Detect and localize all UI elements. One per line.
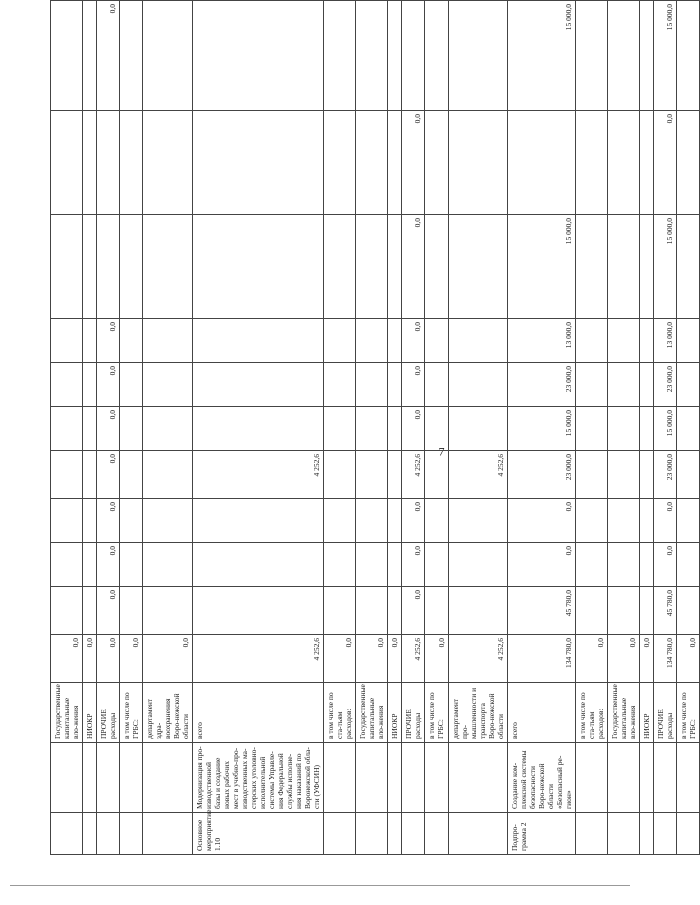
- table-cell: [143, 451, 193, 499]
- table-cell: [388, 499, 402, 543]
- table-row: [654, 1, 677, 855]
- table-cell: [356, 587, 388, 635]
- table-cell: [356, 407, 388, 451]
- table-cell: [425, 543, 449, 587]
- table-cell: 0,0: [120, 635, 143, 683]
- table-cell: [640, 813, 654, 855]
- table-cell: [97, 215, 120, 319]
- table-cell: 45 780,0: [654, 587, 677, 635]
- table-cell: [97, 743, 120, 813]
- table-cell: 4 252,6: [402, 635, 425, 683]
- table-cell: 0,0: [51, 635, 83, 683]
- table-cell: [324, 363, 356, 407]
- table-cell: 13 000,0: [508, 319, 576, 363]
- table-cell: [449, 743, 508, 813]
- table-cell: [83, 1, 97, 111]
- table-cell: [97, 813, 120, 855]
- table-cell: [120, 451, 143, 499]
- table-cell: [324, 319, 356, 363]
- table-cell: [576, 543, 608, 587]
- table-cell: [193, 111, 324, 215]
- table-cell: [425, 499, 449, 543]
- table-row: [356, 1, 388, 855]
- table-cell: [120, 363, 143, 407]
- table-cell: [608, 407, 640, 451]
- table-cell: Создание ком-плексной системы безопасности Воро-нежской области «Безопасный ре-гион»: [508, 743, 576, 813]
- table-cell: [449, 813, 508, 855]
- table-cell: 4 252,6: [193, 635, 324, 683]
- table-cell: 23 000,0: [654, 363, 677, 407]
- table-cell: [576, 451, 608, 499]
- table-row: [608, 1, 640, 855]
- table-cell: [324, 215, 356, 319]
- table-cell: [449, 363, 508, 407]
- table-cell: [677, 543, 700, 587]
- table-cell: ПРОЧИЕ расходы: [402, 683, 425, 743]
- table-cell: [576, 499, 608, 543]
- table-cell: [193, 499, 324, 543]
- table-row: [449, 1, 508, 855]
- table-cell: в том числе по ста-тьям расходов:: [324, 683, 356, 743]
- table-cell: 15 000,0: [654, 407, 677, 451]
- table-cell: [324, 743, 356, 813]
- table-cell: в том числе по ГРБС:: [425, 683, 449, 743]
- table-cell: [388, 813, 402, 855]
- table-cell: [449, 215, 508, 319]
- table-cell: Государственные капитальные вло-жения: [51, 683, 83, 743]
- table-cell: [640, 499, 654, 543]
- table-cell: 0,0: [508, 543, 576, 587]
- table-cell: [143, 319, 193, 363]
- table-cell: НИОКР: [388, 683, 402, 743]
- table-cell: [83, 319, 97, 363]
- table-cell: [508, 111, 576, 215]
- table-cell: [143, 743, 193, 813]
- table-cell: НИОКР: [640, 683, 654, 743]
- table-cell: [324, 813, 356, 855]
- table-cell: [425, 111, 449, 215]
- table-cell: 0,0: [576, 635, 608, 683]
- table-cell: [425, 587, 449, 635]
- table-cell: [193, 1, 324, 111]
- table-cell: 15 000,0: [654, 215, 677, 319]
- table-cell: [120, 543, 143, 587]
- table-cell: [120, 111, 143, 215]
- table-cell: [193, 407, 324, 451]
- table-cell: 0,0: [143, 635, 193, 683]
- table-cell: [51, 587, 83, 635]
- table-cell: [324, 451, 356, 499]
- table-cell: 0,0: [97, 407, 120, 451]
- table-cell: [356, 743, 388, 813]
- table-cell: 0,0: [97, 1, 120, 111]
- table-cell: 0,0: [677, 635, 700, 683]
- table-cell: [356, 215, 388, 319]
- table-cell: 0,0: [97, 543, 120, 587]
- table-cell: 4 252,6: [193, 451, 324, 499]
- table-cell: в том числе по ГРБС:: [120, 683, 143, 743]
- table-cell: [120, 215, 143, 319]
- table-cell: Модернизация про-изводственной базы и создание новых рабочих мест в учебно-про-изводственных ма-стерских уголовно-исполнительной системы Управле-ния Федеральной службы исполне-ния наказаний по Воронежской обла-сти (УФСИН): [193, 743, 324, 813]
- table-cell: [193, 587, 324, 635]
- table-cell: 0,0: [640, 635, 654, 683]
- table-cell: [654, 743, 677, 813]
- table-cell: [640, 1, 654, 111]
- table-cell: [51, 407, 83, 451]
- table-cell: [120, 499, 143, 543]
- table-row: [677, 1, 700, 855]
- table-cell: [449, 543, 508, 587]
- table-cell: [356, 543, 388, 587]
- table-body: [51, 1, 700, 855]
- table-cell: [654, 813, 677, 855]
- table-cell: 15 000,0: [654, 1, 677, 111]
- table-row: [324, 1, 356, 855]
- table-cell: [576, 363, 608, 407]
- table-cell: [356, 813, 388, 855]
- table-cell: [51, 543, 83, 587]
- table-cell: [51, 499, 83, 543]
- table-cell: [83, 215, 97, 319]
- table-cell: [425, 407, 449, 451]
- table-cell: 0,0: [654, 543, 677, 587]
- table-cell: 0,0: [97, 363, 120, 407]
- table-cell: 23 000,0: [508, 363, 576, 407]
- table-cell: [677, 215, 700, 319]
- table-cell: [608, 1, 640, 111]
- table-cell: [677, 407, 700, 451]
- table-cell: [83, 407, 97, 451]
- table-cell: 0,0: [654, 499, 677, 543]
- table-cell: [83, 451, 97, 499]
- table-cell: всего: [193, 683, 324, 743]
- table-cell: [640, 451, 654, 499]
- table-cell: 134 780,0: [654, 635, 677, 683]
- table-cell: [143, 1, 193, 111]
- table-cell: [608, 451, 640, 499]
- table-cell: в том числе по ГРБС:: [677, 683, 700, 743]
- table-cell: [576, 319, 608, 363]
- table-cell: [83, 587, 97, 635]
- table-cell: 0,0: [97, 499, 120, 543]
- table-cell: Основное мероприятие 1.10: [193, 813, 324, 855]
- table-cell: [608, 813, 640, 855]
- table-cell: [388, 111, 402, 215]
- table-row: [388, 1, 402, 855]
- table-cell: [51, 215, 83, 319]
- table-cell: 0,0: [388, 635, 402, 683]
- table-cell: [640, 587, 654, 635]
- table-cell: [356, 451, 388, 499]
- table-cell: [388, 1, 402, 111]
- table-cell: 0,0: [402, 407, 425, 451]
- table-cell: [97, 111, 120, 215]
- table-cell: 45 780,0: [508, 587, 576, 635]
- table-cell: 0,0: [402, 319, 425, 363]
- table-cell: [120, 407, 143, 451]
- table-cell: [608, 743, 640, 813]
- table-row: [402, 1, 425, 855]
- table-cell: [356, 1, 388, 111]
- table-cell: [356, 363, 388, 407]
- table-row: [51, 1, 83, 855]
- table-cell: [193, 319, 324, 363]
- table-cell: 0,0: [402, 543, 425, 587]
- table-cell: 0,0: [97, 635, 120, 683]
- table-cell: [608, 363, 640, 407]
- bottom-rule: [10, 885, 630, 886]
- table-cell: ПРОЧИЕ расходы: [97, 683, 120, 743]
- table-cell: [388, 743, 402, 813]
- table-cell: [324, 1, 356, 111]
- table-cell: [143, 215, 193, 319]
- table-cell: [83, 543, 97, 587]
- table-cell: [120, 813, 143, 855]
- table-cell: [576, 407, 608, 451]
- table-cell: 4 252,6: [449, 635, 508, 683]
- table-cell: [425, 319, 449, 363]
- table-cell: ПРОЧИЕ расходы: [654, 683, 677, 743]
- table-cell: [576, 215, 608, 319]
- table-cell: 0,0: [356, 635, 388, 683]
- table-row: [640, 1, 654, 855]
- table-cell: 0,0: [508, 499, 576, 543]
- table-cell: 13 000,0: [654, 319, 677, 363]
- table-cell: [120, 1, 143, 111]
- table-cell: [640, 407, 654, 451]
- table-cell: [677, 499, 700, 543]
- table-cell: [449, 1, 508, 111]
- table-cell: 4 252,6: [449, 451, 508, 499]
- table-cell: [640, 111, 654, 215]
- table-cell: 0,0: [97, 451, 120, 499]
- table-cell: [576, 743, 608, 813]
- table-cell: [193, 363, 324, 407]
- table-cell: [608, 215, 640, 319]
- table-cell: [51, 1, 83, 111]
- table-cell: 0,0: [83, 635, 97, 683]
- table-cell: [193, 215, 324, 319]
- table-cell: [143, 111, 193, 215]
- table-cell: [51, 451, 83, 499]
- table-cell: [356, 319, 388, 363]
- table-cell: [193, 543, 324, 587]
- table-cell: 0,0: [654, 111, 677, 215]
- table-cell: [402, 813, 425, 855]
- table-cell: в том числе по ста-тьям расходов:: [576, 683, 608, 743]
- table-cell: [608, 499, 640, 543]
- budget-table: [50, 0, 700, 855]
- table-cell: [143, 499, 193, 543]
- table-cell: [425, 215, 449, 319]
- table-cell: [83, 813, 97, 855]
- table-cell: [449, 319, 508, 363]
- table-cell: [388, 587, 402, 635]
- table-cell: [576, 1, 608, 111]
- table-cell: [143, 407, 193, 451]
- table-cell: [388, 319, 402, 363]
- table-cell: 4 252,6: [402, 451, 425, 499]
- table-cell: [324, 543, 356, 587]
- table-cell: [608, 587, 640, 635]
- table-cell: [449, 111, 508, 215]
- table-cell: [51, 111, 83, 215]
- table-cell: [449, 587, 508, 635]
- table-cell: [356, 499, 388, 543]
- table-cell: НИОКР: [83, 683, 97, 743]
- table-cell: [640, 215, 654, 319]
- table-cell: 0,0: [402, 215, 425, 319]
- table-cell: [388, 363, 402, 407]
- table-row: [425, 1, 449, 855]
- table-cell: [425, 743, 449, 813]
- table-cell: всего: [508, 683, 576, 743]
- table-cell: 134 780,0: [508, 635, 576, 683]
- table-cell: департамент про-мышленности и транспорта Воро-нежской области: [449, 683, 508, 743]
- table-cell: [402, 743, 425, 813]
- table-row: [508, 1, 576, 855]
- table-cell: [677, 451, 700, 499]
- table-cell: 0,0: [608, 635, 640, 683]
- table-cell: [425, 813, 449, 855]
- table-row: [193, 1, 324, 855]
- table-row: [576, 1, 608, 855]
- table-cell: [449, 499, 508, 543]
- table-cell: 0,0: [402, 111, 425, 215]
- table-cell: 23 000,0: [508, 451, 576, 499]
- table-cell: [83, 499, 97, 543]
- table-cell: [83, 743, 97, 813]
- table-cell: 0,0: [402, 499, 425, 543]
- table-cell: [677, 1, 700, 111]
- table-cell: [143, 587, 193, 635]
- table-cell: Подпро-грамма 2: [508, 813, 576, 855]
- table-cell: Государственные капитальные вло-жения: [356, 683, 388, 743]
- table-cell: [51, 813, 83, 855]
- table-cell: 15 000,0: [508, 407, 576, 451]
- table-cell: [640, 363, 654, 407]
- table-cell: [576, 587, 608, 635]
- table-cell: [449, 407, 508, 451]
- table-cell: [640, 543, 654, 587]
- table-cell: [143, 543, 193, 587]
- table-cell: 15 000,0: [508, 215, 576, 319]
- table-cell: [120, 587, 143, 635]
- table-cell: [51, 363, 83, 407]
- table-cell: [677, 319, 700, 363]
- table-cell: [608, 543, 640, 587]
- table-cell: [425, 363, 449, 407]
- table-cell: [677, 813, 700, 855]
- table-cell: [576, 813, 608, 855]
- table-cell: [640, 319, 654, 363]
- table-cell: [356, 111, 388, 215]
- table-cell: [83, 363, 97, 407]
- table-cell: [143, 813, 193, 855]
- table-cell: [324, 111, 356, 215]
- table-row: [120, 1, 143, 855]
- table-cell: [388, 215, 402, 319]
- table-row: [83, 1, 97, 855]
- table-cell: Государственные капитальные вло-жения: [608, 683, 640, 743]
- table-cell: [324, 587, 356, 635]
- table-cell: [425, 451, 449, 499]
- table-cell: [143, 363, 193, 407]
- table-cell: [677, 363, 700, 407]
- table-cell: [51, 319, 83, 363]
- table-cell: 0,0: [324, 635, 356, 683]
- table-cell: [324, 499, 356, 543]
- table-cell: [324, 407, 356, 451]
- table-cell: [120, 319, 143, 363]
- table-cell: 0,0: [402, 363, 425, 407]
- table-cell: 15 000,0: [508, 1, 576, 111]
- table-cell: [576, 111, 608, 215]
- table-row: [97, 1, 120, 855]
- table-cell: [640, 743, 654, 813]
- table-row: [143, 1, 193, 855]
- table-cell: [388, 451, 402, 499]
- table-cell: [425, 1, 449, 111]
- table-cell: [677, 743, 700, 813]
- table-cell: [51, 743, 83, 813]
- table-cell: [388, 543, 402, 587]
- table-cell: [677, 587, 700, 635]
- table-cell: [120, 743, 143, 813]
- table-cell: [608, 111, 640, 215]
- table-cell: [402, 1, 425, 111]
- table-cell: 0,0: [425, 635, 449, 683]
- table-cell: 23 000,0: [654, 451, 677, 499]
- table-cell: 0,0: [402, 587, 425, 635]
- table-cell: 0,0: [97, 587, 120, 635]
- table-cell: [677, 111, 700, 215]
- table-cell: [83, 111, 97, 215]
- table-cell: департамент здра-воохранения Воро-нежской области: [143, 683, 193, 743]
- page-number: 7: [438, 444, 445, 459]
- table-cell: [608, 319, 640, 363]
- table-cell: 0,0: [97, 319, 120, 363]
- table-cell: [388, 407, 402, 451]
